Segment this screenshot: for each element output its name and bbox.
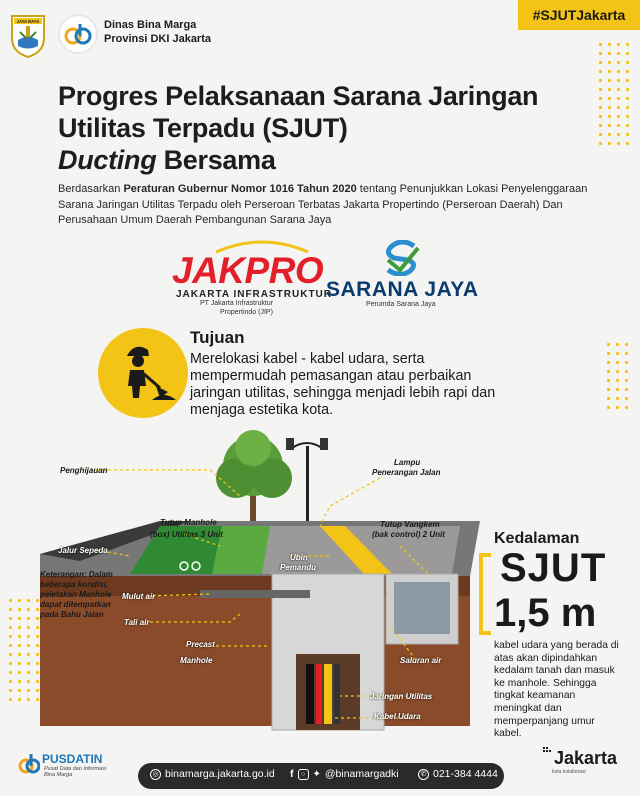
intro-regulation: Peraturan Gubernur Nomor 1016 Tahun 2020: [123, 183, 357, 195]
footer-social[interactable]: [290, 768, 399, 780]
jakpro-desc-line1: PT Jakarta Infrastruktur: [200, 300, 274, 307]
label-ubin: Ubin: [290, 553, 308, 562]
label-tali-air: Tali air: [124, 618, 150, 627]
label-penghijauan: Penghijauan: [60, 466, 108, 475]
tujuan-line4: menjaga estetika kota.: [190, 402, 334, 418]
intro-rest: tentang Penunjukkan Lokasi Penyelenggaraan Sarana Jaringan Utilitas Terpadu oleh Perseroan Terbatas Jakarta Propertindo (Perseroan Daerah) Dan Perusahaan Umum Daerah Pembangunan Sarana Jaya: [58, 183, 588, 226]
label-tutup-vangkem: Tutup Vangkem: [380, 520, 440, 529]
twitter-icon[interactable]: ✦: [312, 768, 321, 780]
decor-dots-top-right: [596, 40, 634, 150]
depth-heading: Kedalaman: [494, 530, 580, 547]
sarana-jaya-logo-text: SARANA JAYA: [326, 278, 479, 301]
worker-digging-icon: [98, 328, 188, 418]
page-title-line1: Progres Pelaksanaan Sarana Jaringan: [58, 81, 539, 111]
depth-bracket: [479, 553, 491, 635]
title-italic: Ducting: [58, 145, 157, 175]
title-rest: Bersama: [156, 145, 276, 175]
sarana-jaya-subtitle: Perumda Sarana Jaya: [366, 301, 436, 308]
jakpro-logo-text: JAKPRO: [172, 250, 324, 291]
footer-phone[interactable]: [418, 768, 498, 780]
depth-value: 1,5 m: [494, 591, 597, 635]
footer-website[interactable]: [150, 768, 275, 780]
tujuan-line1: Merelokasi kabel - kabel udara, serta: [190, 351, 425, 367]
facebook-icon[interactable]: f: [290, 768, 294, 780]
jakpro-tagline: JAKARTA INFRASTRUKTUR: [176, 289, 332, 300]
jakpro-desc-line2: Propertindo (JIP): [220, 309, 273, 316]
intro-paragraph: [58, 182, 618, 229]
label-mulut-air: Mulut air: [122, 592, 156, 601]
org-province: Provinsi DKI Jakarta: [104, 33, 211, 45]
social-handle[interactable]: @binamargadki: [324, 768, 399, 780]
pusdatin-logo-icon: [18, 752, 40, 776]
hashtag-badge: #SJUTJakarta: [518, 0, 640, 30]
label-saluran-air: Saluran air: [400, 656, 442, 665]
worker-badge: [98, 328, 188, 418]
jakarta-logo-icon: [542, 746, 552, 756]
bina-marga-logo-icon: [64, 22, 92, 46]
whatsapp-icon: ✆: [418, 769, 429, 780]
pusdatin-logo-text: PUSDATIN: [42, 752, 103, 766]
jakarta-logo-text: Jakarta: [554, 748, 618, 768]
drain-pipe: [200, 590, 310, 598]
label-lampu-jalan: Penerangan Jalan: [372, 468, 441, 477]
tujuan-line2: mempermudah pemasangan atau perbaikan: [190, 368, 472, 384]
label-tutup-vangkem-unit: (bak control) 2 Unit: [372, 530, 445, 539]
depth-description: kabel udara yang berada di atas akan dipindahkan kedalam tanah dan masuk ke manhole. Sehingga tingkat keamanan meningkat dan memperpanjang umur kabel.: [494, 640, 619, 740]
label-jalur-sepeda: Jalur Sepeda: [58, 546, 108, 555]
dki-jakarta-emblem: [8, 10, 48, 58]
pusdatin-subtitle1: Pusat Data dan Informasi: [44, 766, 107, 772]
label-precast: Precast: [186, 640, 215, 649]
sarana-jaya-logo-icon: [380, 240, 424, 276]
org-name: Dinas Bina Marga: [104, 19, 197, 31]
label-lampu: Lampu: [394, 458, 421, 467]
page-title-line3: [58, 144, 276, 176]
instagram-icon[interactable]: ○: [298, 769, 309, 780]
label-kabel-udara: Kabel Udara: [374, 712, 421, 721]
label-jaringan-utilitas: Jaringan Utilitas: [370, 692, 433, 701]
tujuan-line3: jaringan utilitas, sehingga menjadi lebih rapi dan: [190, 385, 496, 401]
jakarta-tagline: kota kolaborasi: [552, 769, 586, 775]
intro-prefix: Berdasarkan: [58, 183, 124, 195]
website-link[interactable]: binamarga.jakarta.go.id: [165, 768, 275, 780]
pusdatin-subtitle2: Bina Marga: [44, 772, 73, 778]
label-ubin-pemandu: Pemandu: [280, 563, 317, 572]
keterangan-note: Keterangan: Dalam beberapa kondisi, peletakan Manhole dapat ditempatkan pada Bahu Jalan: [40, 570, 113, 619]
decor-dots-right-mid: [604, 340, 634, 410]
tujuan-heading: Tujuan: [190, 328, 245, 347]
emblem-text: JAYA RAYA: [16, 19, 40, 24]
label-tutup-manhole-unit: (box) Utilitas 3 Unit: [150, 530, 223, 539]
phone-number[interactable]: 021-384 4444: [433, 768, 498, 780]
globe-icon: ◎: [150, 769, 161, 780]
label-tutup-manhole: Tutup Manhole: [160, 518, 217, 527]
depth-sjut: SJUT: [500, 546, 607, 590]
label-precast-manhole: Manhole: [180, 656, 213, 665]
page-title-line2: Utilitas Terpadu (SJUT): [58, 113, 348, 143]
bina-marga-logo: [58, 14, 98, 54]
